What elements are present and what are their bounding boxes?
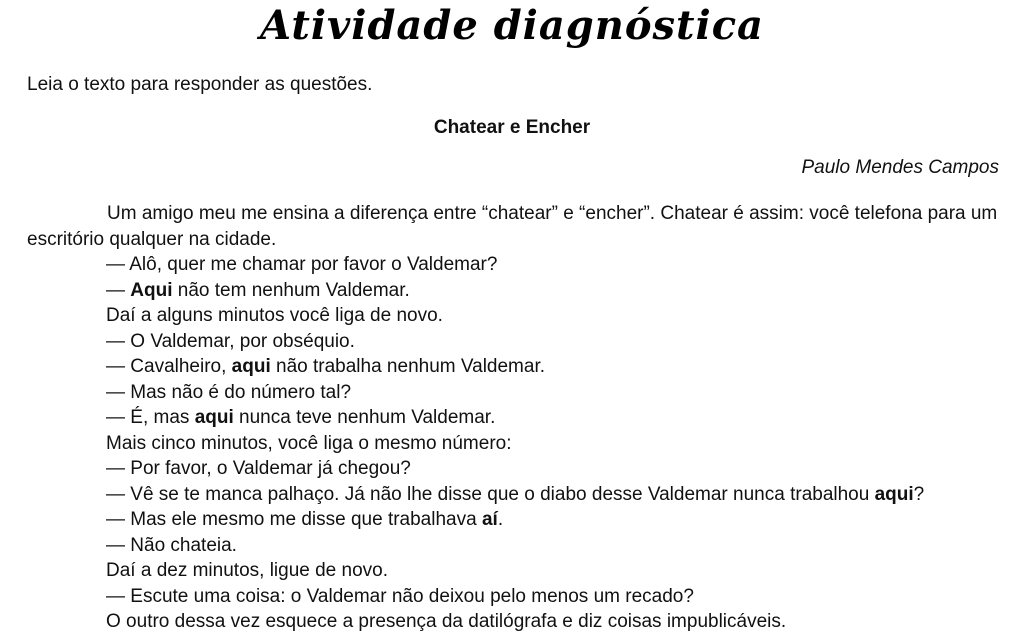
emphasized-word: Aqui — [130, 279, 173, 301]
dialogue-line — [106, 252, 924, 278]
dialogue-line — [106, 533, 924, 559]
dialogue-line — [106, 456, 924, 482]
instructions-text: Leia o texto para responder as questões. — [27, 74, 373, 95]
line-text: — — [106, 279, 131, 301]
line-text: nunca teve nenhum Valdemar. — [233, 407, 496, 428]
line-text: — Por favor, o Valdemar já chegou? — [106, 458, 411, 479]
dialogue-line — [106, 558, 924, 584]
dialogue-line — [106, 380, 924, 406]
page-title: Atividade diagnóstica — [260, 2, 764, 49]
story-title: Chatear e Encher — [433, 117, 591, 138]
emphasized-word: aqui — [231, 356, 271, 377]
line-text: O outro dessa vez esquece a presença da datilógrafa e diz coisas impublicáveis. — [106, 611, 787, 632]
dialogue-lines — [106, 252, 924, 635]
line-text: ? — [913, 483, 925, 505]
dialogue-line — [106, 584, 924, 610]
dialogue-line — [106, 609, 924, 635]
emphasized-word: aqui — [194, 407, 234, 428]
line-text: Daí a dez minutos, ligue de novo. — [106, 560, 389, 581]
line-text: Mais cinco minutos, você liga o mesmo número: — [106, 432, 512, 454]
story-author: Paulo Mendes Campos — [801, 157, 999, 178]
line-text: . — [497, 509, 504, 530]
dialogue-line — [106, 507, 924, 533]
line-text: Daí a alguns minutos você liga de novo. — [106, 305, 443, 326]
line-text: — É, mas — [106, 407, 195, 428]
opening-paragraph-text: Um amigo meu me ensina a diferença entre “chatear” e “encher”. Chatear é assim: você telefona para um escritório qualquer na cidade. — [27, 203, 998, 250]
line-text: — Cavalheiro, — [106, 356, 232, 377]
line-text: — Alô, quer me chamar por favor o Valdemar? — [106, 254, 498, 275]
line-text: — Vê se te manca palhaço. Já não lhe disse que o diabo desse Valdemar nunca trabalhou — [106, 483, 875, 505]
dialogue-line — [106, 354, 924, 380]
line-text: — O Valdemar, por obséquio. — [106, 330, 355, 352]
dialogue-line — [106, 329, 924, 355]
emphasized-word: aí — [481, 509, 498, 530]
line-text: — Mas não é do número tal? — [106, 381, 352, 403]
line-text: — Escute uma coisa: o Valdemar não deixou pelo menos um recado? — [106, 585, 694, 607]
dialogue-line — [106, 482, 924, 508]
line-text: — Mas ele mesmo me disse que trabalhava — [106, 509, 482, 530]
line-text: não trabalha nenhum Valdemar. — [270, 356, 546, 377]
opening-paragraph — [27, 201, 1002, 252]
dialogue-line — [106, 431, 924, 457]
dialogue-line — [106, 303, 924, 329]
emphasized-word: aqui — [874, 483, 914, 505]
line-text: não tem nenhum Valdemar. — [172, 279, 410, 301]
dialogue-line — [106, 278, 924, 304]
line-text: — Não chateia. — [106, 534, 237, 556]
dialogue-line — [106, 405, 924, 431]
